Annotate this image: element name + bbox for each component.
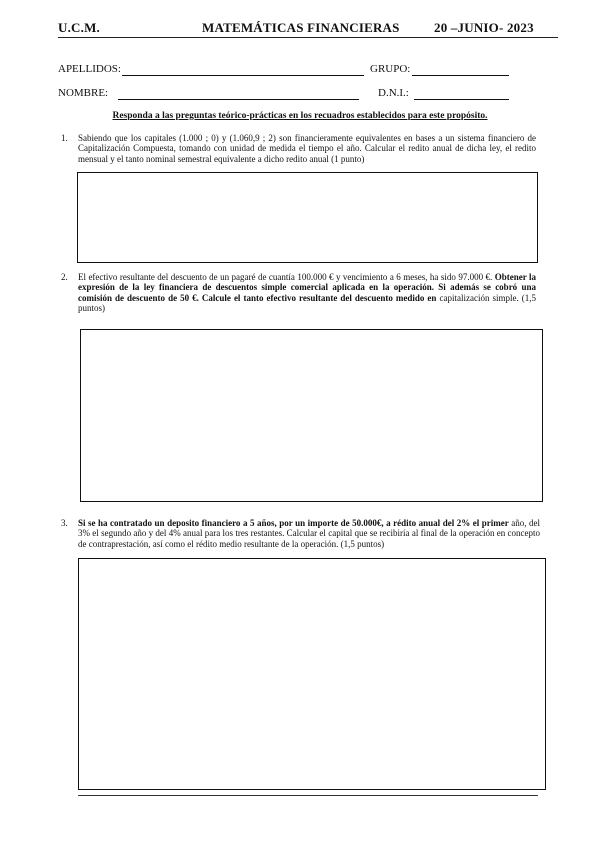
nombre-label: NOMBRE:	[58, 87, 109, 99]
question-3-text	[78, 518, 540, 549]
answer-box-1[interactable]	[77, 172, 538, 263]
nombre-field[interactable]	[118, 99, 359, 100]
question-2-text-c: capitalización simple. (1,5 puntos)	[78, 292, 536, 314]
question-3-text-a: Si se ha contratado un deposito financiero a 5 años, por un importe de 50.000€, a rédito anual del 2% el primer	[78, 518, 509, 528]
dni-field[interactable]	[414, 99, 509, 100]
answer-box-2[interactable]	[80, 329, 543, 502]
exam-date: 20 –JUNIO- 2023	[434, 20, 534, 35]
header-divider	[58, 37, 558, 38]
apellidos-label: APELLIDOS:	[58, 63, 121, 75]
dni-label: D.N.I.:	[378, 87, 409, 99]
question-3-text-b: año, del 3% el segundo año y del 4% anual para los tres restantes. Calcular el capital que se recibiría al final de la operación en concepto de contraprestación, así como el rédito medio resultante de la operación. (1,5 puntos)	[78, 518, 540, 549]
institution: U.C.M.	[58, 20, 100, 35]
page-title: MATEMÁTICAS FINANCIERAS	[202, 20, 400, 35]
question-1-text: Sabiendo que los capitales (1.000 ; 0) y (1.060,9 ; 2) son financieramente equivalentes en bases a un sistema financiero de Capitalización Compuesta, tomando con unidad de medida el tiempo el año. Calcular el redito anual de dicha ley, el redito mensual y el tanto nominal semestral equivalente a dicho redito anual (1 punto)	[78, 133, 536, 164]
footer-divider	[78, 795, 538, 796]
question-2-number: 2.	[61, 272, 68, 282]
instructions: Responda a las preguntas teórico-prácticas en los recuadros establecidos para este propósito.	[112, 111, 488, 121]
grupo-field[interactable]	[412, 75, 509, 76]
apellidos-field[interactable]	[122, 75, 364, 76]
grupo-label: GRUPO:	[370, 63, 411, 75]
answer-box-3[interactable]	[78, 558, 546, 790]
question-3-number: 3.	[61, 518, 68, 528]
question-2-text-a: El efectivo resultante del descuento de un pagaré de cuantía 100.000 € y vencimiento a 6 meses, ha sido 97.000 €.	[78, 272, 493, 282]
question-2-text	[78, 272, 536, 314]
question-1-number: 1.	[61, 133, 68, 143]
question-2-text-b: Obtener la expresión de la ley financiera de descuentos simple comercial aplicada en la operación. Si además se cobró una comisión de descuento de 50 €. Calcule el tanto efectivo resultante del descuento medido en	[78, 272, 537, 303]
